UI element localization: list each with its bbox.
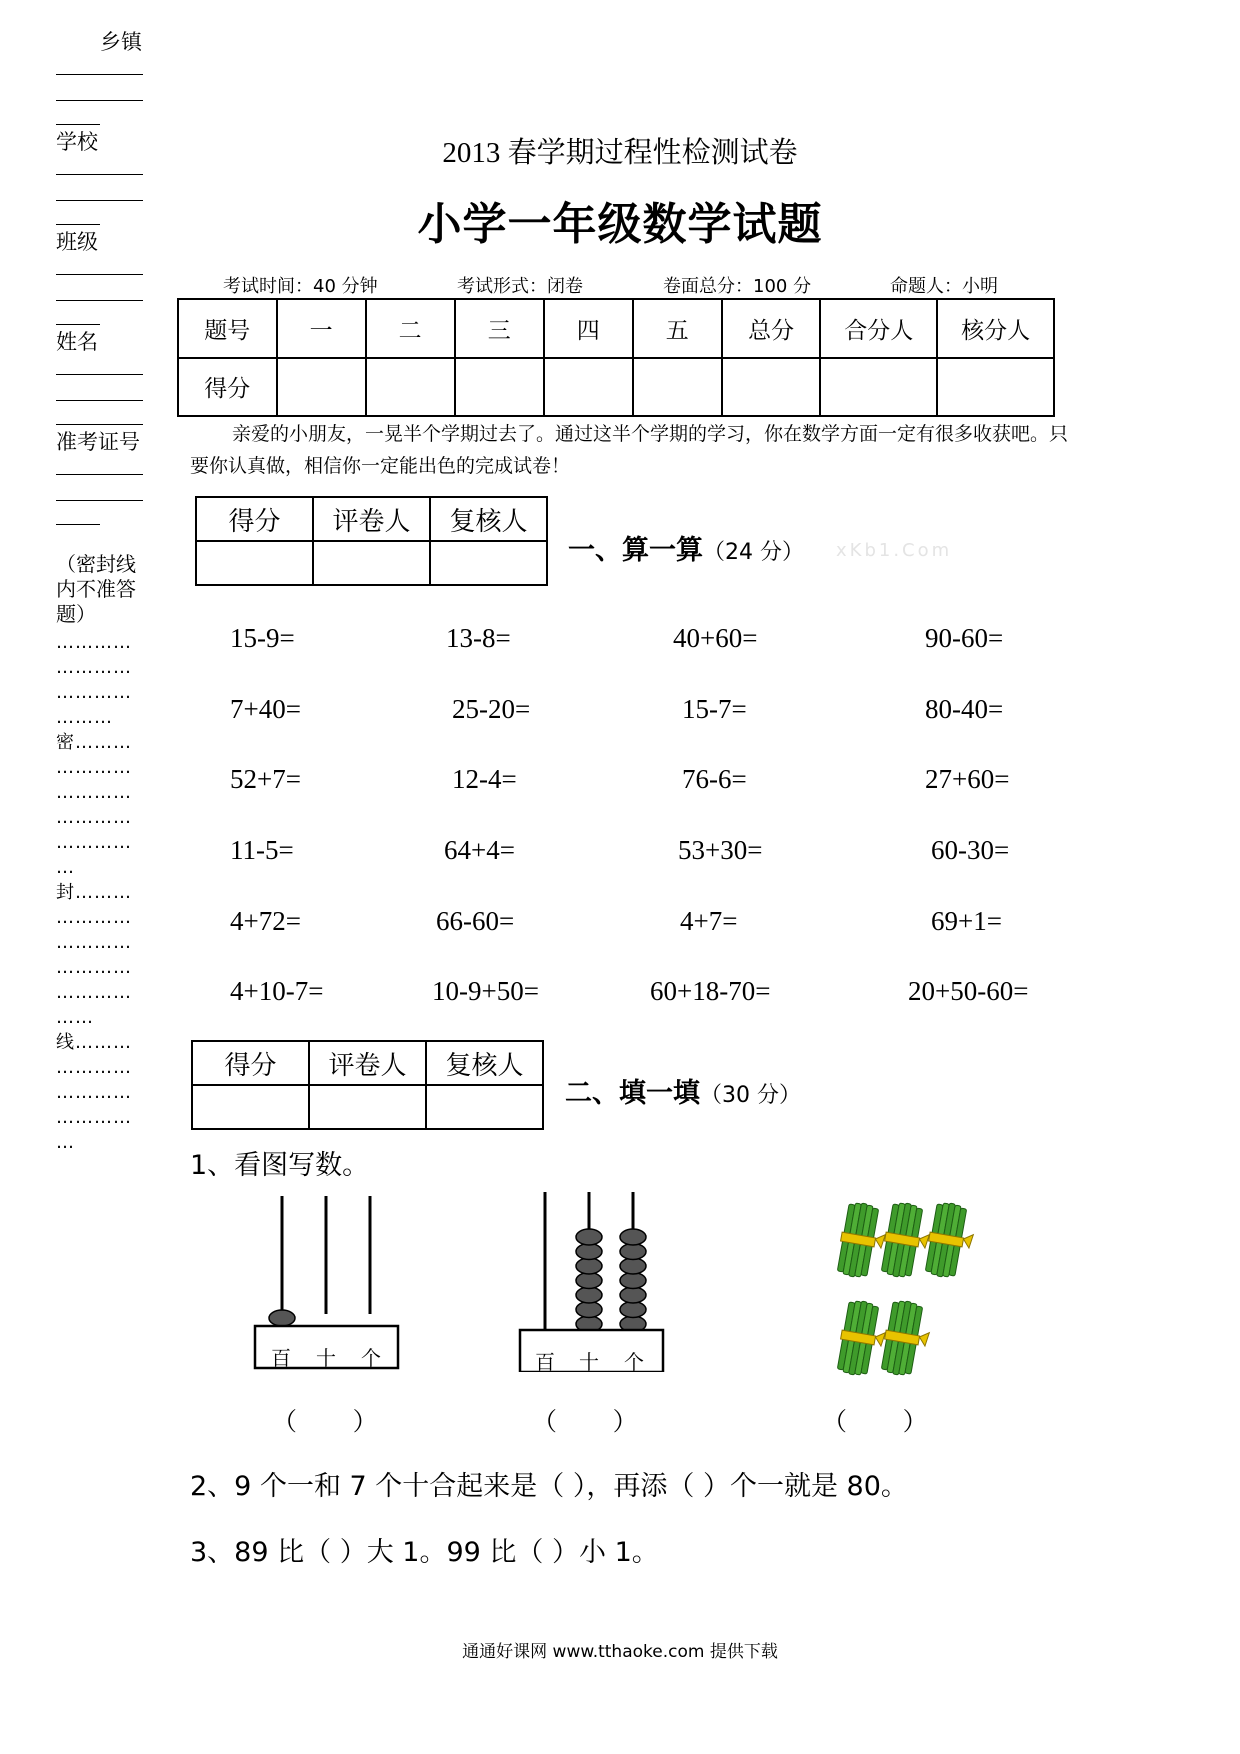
abacus-beads-ones xyxy=(620,1229,646,1332)
exam-no-line-1 xyxy=(56,474,143,475)
calc-problem: 11-5= xyxy=(230,835,294,865)
section2-title: 二、填一填 xyxy=(565,1078,700,1109)
answer-blank-2[interactable]: （ ） xyxy=(532,1407,638,1436)
watermark: xKb1.Com xyxy=(836,540,953,561)
abacus-bead xyxy=(620,1244,646,1260)
score-cell[interactable] xyxy=(820,358,937,417)
calc-problem: 60-30= xyxy=(931,835,1010,865)
question-2: 2、9 个一和 7 个十合起来是（ ），再添（ ）个一就是 80。 xyxy=(190,1471,908,1502)
exam-time: 考试时间：40 分钟 xyxy=(223,276,378,297)
calc-problem: 12-4= xyxy=(452,764,517,794)
calc-problem: 66-60= xyxy=(436,906,515,936)
class-line-2 xyxy=(56,300,143,301)
score-cell[interactable] xyxy=(277,358,366,417)
question-1: 1、看图写数。 xyxy=(190,1150,370,1181)
stick-bundle xyxy=(879,1299,934,1379)
grader-cell[interactable] xyxy=(192,1085,309,1129)
abacus-bead xyxy=(576,1244,602,1260)
score-header-cell: 三 xyxy=(455,299,544,358)
abacus-label-hundreds: 百 xyxy=(271,1346,291,1370)
calc-problem: 40+60= xyxy=(673,623,758,653)
answer-blank-1[interactable]: （ ） xyxy=(272,1407,378,1436)
grader-header-score: 得分 xyxy=(192,1041,309,1085)
name-line-2 xyxy=(56,400,143,401)
exam-no-line-3 xyxy=(56,524,100,525)
grader-cell[interactable] xyxy=(196,541,313,585)
score-cell[interactable] xyxy=(722,358,821,417)
score-cell[interactable] xyxy=(455,358,544,417)
school-overline xyxy=(56,124,100,125)
exam-author: 命题人：小明 xyxy=(890,276,998,297)
exam-title: 小学一年级数学试题 xyxy=(417,199,823,250)
exam-form: 考试形式：闭卷 xyxy=(457,276,583,297)
calc-problem: 25-20= xyxy=(452,694,531,724)
calc-problem: 80-40= xyxy=(925,694,1004,724)
section2-points: （30 分） xyxy=(700,1083,801,1108)
class-line-1 xyxy=(56,274,143,275)
score-header-cell: 二 xyxy=(366,299,455,358)
seal-dots-xian: 线……… ………… ………… ………… … xyxy=(56,1032,132,1153)
exam-subtitle: 2013 春学期过程性检测试卷 xyxy=(442,137,798,169)
abacus-bead xyxy=(576,1302,602,1318)
class-label: 班级 xyxy=(56,230,98,254)
exam-no-overline xyxy=(56,424,143,425)
section1-title: 一、算一算 xyxy=(568,535,703,566)
abacus-bead xyxy=(576,1287,602,1303)
score-header-cell: 核分人 xyxy=(937,299,1054,358)
score-header-cell: 题号 xyxy=(178,299,277,358)
abacus-bead xyxy=(576,1229,602,1245)
exam-no-line-2 xyxy=(56,500,143,501)
score-header-cell: 一 xyxy=(277,299,366,358)
mi-char: 密 xyxy=(56,732,75,753)
school-line-1 xyxy=(56,174,143,175)
grader-cell[interactable] xyxy=(426,1085,543,1129)
school-label: 学校 xyxy=(56,130,98,154)
seal-dots-mi: 密……… ………… ………… ………… ………… … xyxy=(56,732,132,878)
seal-dots-feng: 封……… ………… ………… ………… ………… …… xyxy=(56,882,132,1028)
score-cell[interactable] xyxy=(366,358,455,417)
stick-bundle xyxy=(923,1201,978,1281)
abacus-bead xyxy=(620,1229,646,1245)
stick-bundles xyxy=(830,1196,980,1386)
abacus-label-tens: 十 xyxy=(579,1350,599,1374)
calc-problem: 52+7= xyxy=(230,764,301,794)
name-overline xyxy=(56,324,100,325)
abacus-bead xyxy=(620,1302,646,1318)
intro-text: 亲爱的小朋友，一晃半个学期过去了。通过这半个学期的学习，你在数学方面一定有很多收获吧。只要你认真做，相信你一定能出色的完成试卷！ xyxy=(190,423,1069,477)
abacus-bead xyxy=(620,1258,646,1274)
section1-grader-table xyxy=(195,496,548,586)
section1-heading xyxy=(568,528,804,567)
answer-blank-3[interactable]: （ ） xyxy=(822,1407,928,1436)
calc-problem: 20+50-60= xyxy=(908,976,1029,1006)
score-table xyxy=(177,298,1055,417)
name-label: 姓名 xyxy=(56,330,98,354)
calc-problem: 15-7= xyxy=(682,694,747,724)
calc-problem: 13-8= xyxy=(446,623,511,653)
calc-problem: 4+72= xyxy=(230,906,301,936)
abacus-label-tens: 十 xyxy=(316,1346,336,1370)
grader-cell[interactable] xyxy=(313,541,430,585)
town-label: 乡镇 xyxy=(100,30,142,54)
abacus-bead xyxy=(620,1273,646,1289)
name-line-1 xyxy=(56,374,143,375)
calc-problem: 60+18-70= xyxy=(650,976,771,1006)
grader-cell[interactable] xyxy=(430,541,547,585)
calc-problem: 64+4= xyxy=(444,835,515,865)
section2-heading xyxy=(565,1071,801,1110)
calc-problem: 4+7= xyxy=(680,906,738,936)
calc-problem: 15-9= xyxy=(230,623,295,653)
abacus-2 xyxy=(515,1192,675,1372)
calc-problem: 4+10-7= xyxy=(230,976,324,1006)
town-line-2 xyxy=(56,100,143,101)
total-score: 卷面总分：100 分 xyxy=(663,276,812,297)
calc-problem: 90-60= xyxy=(925,623,1004,653)
abacus-beads-tens xyxy=(576,1229,602,1332)
calc-problem: 69+1= xyxy=(931,906,1002,936)
score-header-cell: 总分 xyxy=(722,299,821,358)
abacus-bead xyxy=(269,1310,295,1326)
grader-header-grader: 评卷人 xyxy=(309,1041,426,1085)
xian-char: 线 xyxy=(56,1032,75,1053)
calc-problem: 10-9+50= xyxy=(432,976,539,1006)
exam-no-label: 准考证号 xyxy=(56,430,140,454)
footer-text: 通通好课网 www.tthaoke.com 提供下载 xyxy=(462,1642,778,1662)
score-table-header-row xyxy=(178,299,1054,358)
seal-note: （密封线内不准答题） xyxy=(56,552,136,626)
score-header-cell: 合分人 xyxy=(820,299,937,358)
town-line-1 xyxy=(56,74,143,75)
grader-header-reviewer: 复核人 xyxy=(426,1041,543,1085)
grader-header-grader: 评卷人 xyxy=(313,497,430,541)
abacus-label-hundreds: 百 xyxy=(535,1350,555,1374)
score-cell[interactable] xyxy=(937,358,1054,417)
abacus-bead xyxy=(576,1258,602,1274)
grader-cell[interactable] xyxy=(309,1085,426,1129)
feng-char: 封 xyxy=(56,882,75,903)
grader-header-reviewer: 复核人 xyxy=(430,497,547,541)
abacus-label-ones: 个 xyxy=(361,1346,381,1370)
abacus-bead xyxy=(576,1273,602,1289)
score-cell[interactable] xyxy=(544,358,633,417)
calc-problem: 7+40= xyxy=(230,694,301,724)
abacus-bead xyxy=(620,1287,646,1303)
score-header-cell: 四 xyxy=(544,299,633,358)
score-row-label: 得分 xyxy=(178,358,277,417)
score-cell[interactable] xyxy=(633,358,722,417)
grader-header-score: 得分 xyxy=(196,497,313,541)
calc-problem: 53+30= xyxy=(678,835,763,865)
calc-problem: 27+60= xyxy=(925,764,1010,794)
question-3: 3、89 比（ ）大 1。99 比（ ）小 1。 xyxy=(190,1537,659,1568)
section2-grader-table xyxy=(191,1040,544,1130)
score-table-score-row xyxy=(178,358,1054,417)
section1-points: （24 分） xyxy=(703,540,804,565)
seal-dots-1: ………… ………… ………… ……… xyxy=(56,632,132,728)
calc-problem: 76-6= xyxy=(682,764,747,794)
abacus-label-ones: 个 xyxy=(624,1350,644,1374)
score-header-cell: 五 xyxy=(633,299,722,358)
